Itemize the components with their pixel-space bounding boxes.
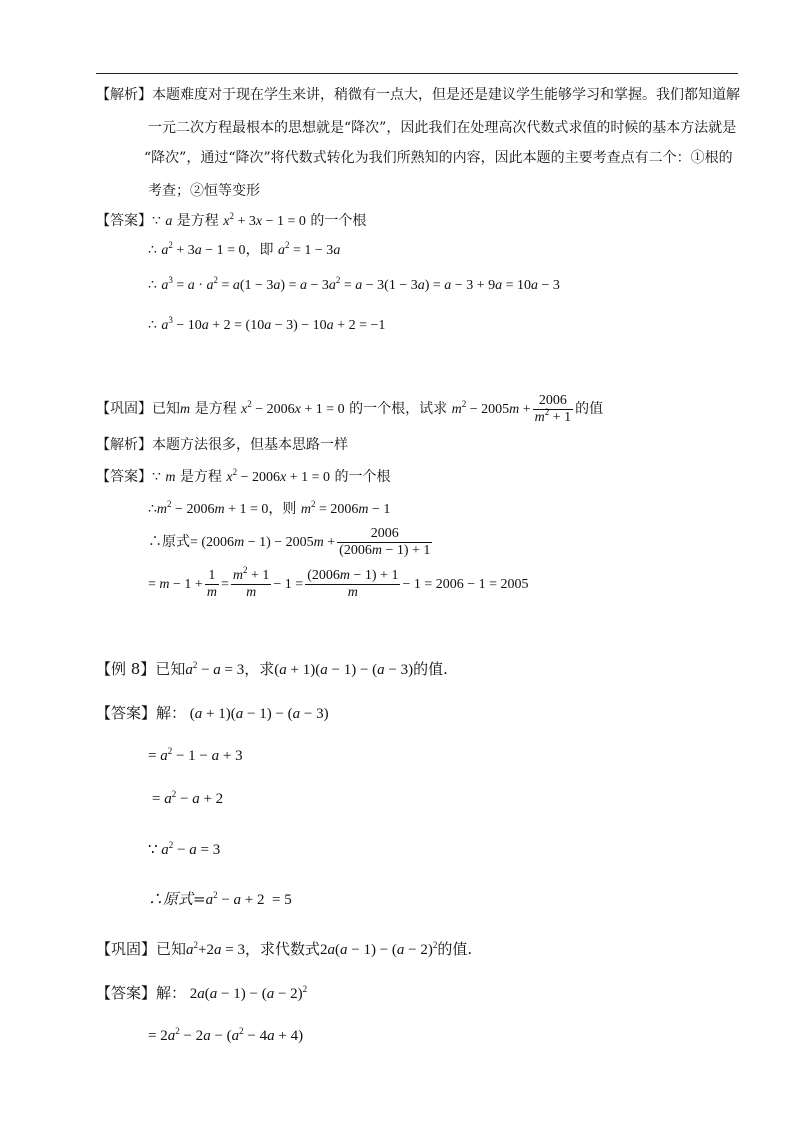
header-rule	[96, 73, 738, 74]
math: m	[165, 470, 176, 485]
analysis-label: 【解析】	[96, 87, 152, 103]
analysis-1-line-4: 考查；②恒等变形	[148, 183, 260, 199]
math: m	[180, 402, 191, 417]
math-fraction: $\frac{1}{m}$	[206, 567, 217, 600]
math: = (2006m − 1) − 2005m +	[190, 535, 336, 550]
answer-1-line-2: ∴ $a^2 + 3a - 1 = 0$，即 $a^2 = 1 - 3a$	[148, 240, 341, 258]
answer-1-line-3: ∴ $a^3 = a \cdot a^2 = a(1 - 3a) = a - 3a^2 = a - 3(1 - 3a) = a - 3 + 9a = 10a - 3$	[148, 275, 560, 293]
math-fraction: $\frac{(2006m - 1) + 1}{m}$	[307, 567, 399, 600]
math: = $a^2 - a + 2$	[152, 789, 224, 807]
analysis-1-line-3: “降次”，通过“降次”将代数式转化为我们所熟知的内容，因此本题的主要考查点有二个：①根的	[144, 150, 733, 166]
consolidation-label: 【巩固】	[96, 940, 157, 958]
math: $2a(a - 1) - (a - 2)^2$	[319, 940, 438, 958]
math-equation: $x^2 - 2006x + 1 = 0$	[226, 467, 331, 485]
math: = m − 1 +	[148, 577, 203, 592]
math: $a^2 + 3a - 1 = 0$	[161, 240, 246, 258]
answer-label: 【答案】	[96, 469, 152, 485]
math-fraction: $\frac{2006}{m^2 + 1}$	[534, 392, 572, 425]
answer-3-line-3	[152, 789, 223, 808]
math: $a^3 - 10a + 2 = (10a - 3) - 10a + 2 = -1$	[161, 315, 386, 333]
example-8-question: 【例 8】已知$a^2 - a = 3$，求(a + 1)(a − 1) − (a − 3)的值.	[96, 660, 448, 678]
math: (a + 1)(a − 1) − (a − 3)	[189, 706, 329, 722]
example-label: 【例 8】	[96, 660, 156, 678]
math-fraction: $\frac{m^2 + 1}{m}$	[232, 564, 270, 600]
answer-3-line-1: 【答案】解： (a + 1)(a − 1) − (a − 3)	[96, 704, 329, 722]
math: $a^2 - a + 2$	[205, 890, 265, 908]
answer-2-line-4: = m − 1 + $\frac{1}{m}$ = $\frac{m^2 + 1}{m}$ − 1 = $\frac{(2006m - 1) + 1}{m}$ − 1 = 2006 − 1 = 2005	[148, 564, 529, 600]
consolidation-2-question: 【巩固】已知$a^2+2a = 3$，求代数式$2a(a - 1) - (a - 2)^2$的值.	[96, 940, 473, 958]
analysis-1-line-2: 一元二次方程最根本的思想就是“降次”，因此我们在处理高次代数式求值的时候的基本方法就是	[148, 120, 737, 136]
answer-3-line-2	[148, 746, 243, 765]
analysis-text: 本题难度对于现在学生来讲，稍微有一点大，但是还是建议学生能够学习和掌握。我们都知道解	[152, 87, 740, 103]
math-equation: $x^2 + 3x - 1 = 0$	[223, 211, 306, 229]
answer-3-line-5: ∴原式$=a^2 - a + 2 = 5$	[148, 890, 292, 908]
math: $a^2+2a = 3$	[186, 940, 245, 958]
answer-1-line-4: ∴ $a^3 - 10a + 2 = (10a - 3) - 10a + 2 = -1$	[148, 315, 386, 333]
answer-label: 【答案】	[96, 984, 157, 1002]
answer-2-line-3: ∴原式= (2006m − 1) − 2005m + $\frac{2006}{(2006m - 1) + 1}$	[148, 525, 431, 558]
answer-2-line-2: $\therefore m^2 - 2006m + 1 = 0$，则 $m^2 = 2006m - 1$	[148, 499, 391, 517]
answer-4-line-2	[148, 1026, 303, 1045]
analysis-label: 【解析】	[96, 437, 152, 453]
math-fraction: $\frac{2006}{(2006m - 1) + 1}$	[339, 525, 431, 558]
math: a	[165, 214, 173, 229]
answer-4-line-1: 【答案】解： $2a(a - 1) - (a - 2)^2$	[96, 984, 308, 1002]
math: $2a(a - 1) - (a - 2)^2$	[189, 984, 308, 1002]
answer-label: 【答案】	[96, 213, 152, 229]
answer-1-line-1: 【答案】∵ a 是方程 $x^2 + 3x - 1 = 0$ 的一个根	[96, 211, 367, 229]
consolidation-label: 【巩固】	[96, 401, 152, 417]
math: $a^2 - a = 3$	[185, 660, 245, 678]
consolidation-1-question: 【巩固】已知m 是方程 $x^2 - 2006x + 1 = 0$ 的一个根，试求 $m^2 - 2005m$ + $\frac{2006}{m^2 + 1}$ 的值	[96, 392, 604, 425]
math: (a + 1)(a − 1) − (a − 3)	[274, 662, 414, 678]
math-expression: $m^2 - 2005m$ +	[451, 399, 531, 417]
math: $a^2 = 1 - 3a$	[278, 240, 341, 258]
math: = $a^2 - 1 - a + 3$	[148, 746, 243, 764]
math: $m^2 = 2006m - 1$	[300, 499, 391, 517]
answer-3-line-4: ∵ $a^2 - a = 3$	[148, 840, 221, 858]
analysis-1-line-1	[96, 86, 740, 104]
math: $a^2 - a = 3$	[157, 840, 221, 858]
answer-label: 【答案】	[96, 704, 157, 722]
math: $m^2 - 2006m + 1 = 0$	[156, 499, 269, 517]
analysis-2-line: 【解析】本题方法很多，但基本思路一样	[96, 437, 348, 453]
math: = $2a^2 - 2a - (a^2 - 4a + 4)$	[148, 1026, 304, 1044]
math-equation: $x^2 - 2006x + 1 = 0$	[241, 399, 345, 417]
math: $a^3 = a \cdot a^2 = a(1 - 3a) = a - 3a^2 = a - 3(1 - 3a) = a - 3 + 9a = 10a - 3$	[161, 275, 560, 293]
answer-2-line-1: 【答案】∵ m 是方程 $x^2 - 2006x + 1 = 0$ 的一个根	[96, 467, 391, 485]
